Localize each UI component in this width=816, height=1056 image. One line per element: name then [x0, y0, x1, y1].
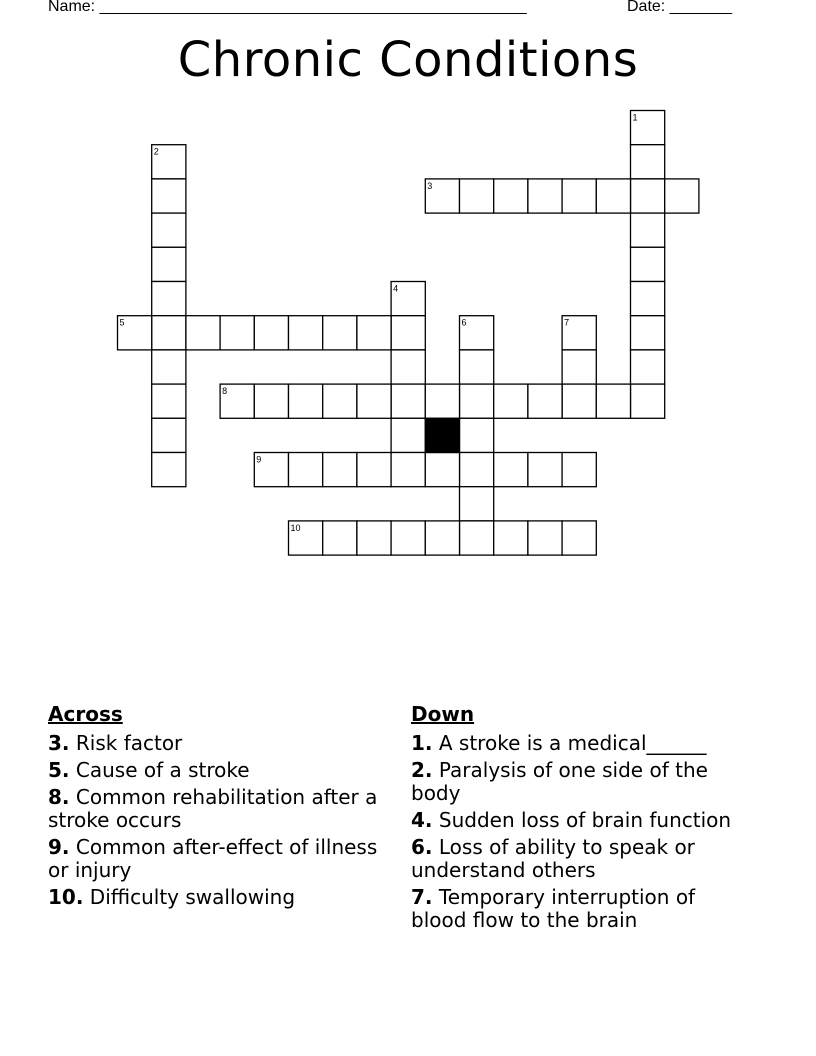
- answer-square[interactable]: [152, 350, 186, 384]
- clue-number: 7.: [411, 885, 433, 909]
- clue-across-5: [48, 759, 388, 782]
- answer-square[interactable]: [357, 316, 391, 350]
- answer-square[interactable]: [391, 316, 425, 350]
- clue-number: 1.: [411, 731, 433, 755]
- answer-square[interactable]: [631, 145, 665, 179]
- answer-square[interactable]: [562, 350, 596, 384]
- answer-square[interactable]: [562, 453, 596, 487]
- answer-square[interactable]: [631, 384, 665, 418]
- answer-square[interactable]: [562, 384, 596, 418]
- answer-square[interactable]: [186, 316, 220, 350]
- clue-text: Loss of ability to speak or understand others: [411, 835, 695, 882]
- answer-square[interactable]: [631, 247, 665, 281]
- answer-square[interactable]: [425, 384, 459, 418]
- answer-square[interactable]: [631, 350, 665, 384]
- clue-number: 8.: [48, 785, 70, 809]
- clue-number: 5.: [48, 758, 70, 782]
- answer-square[interactable]: [152, 453, 186, 487]
- answer-square[interactable]: [254, 316, 288, 350]
- answer-square[interactable]: [357, 384, 391, 418]
- down-clues: [411, 702, 751, 936]
- clue-text: Temporary interruption of blood flow to the brain: [411, 885, 696, 932]
- name-field-line: Name: ________________________________________________: [48, 0, 527, 15]
- answer-square[interactable]: [220, 316, 254, 350]
- down-heading: Down: [411, 702, 475, 726]
- answer-square[interactable]: [357, 453, 391, 487]
- clue-text: Sudden loss of brain function: [438, 808, 732, 832]
- answer-square[interactable]: [460, 487, 494, 521]
- clue-text: Common rehabilitation after a stroke occurs: [48, 785, 378, 832]
- clue-across-9: [48, 836, 388, 882]
- answer-square[interactable]: [391, 350, 425, 384]
- clue-number: 4.: [411, 808, 433, 832]
- answer-square[interactable]: [152, 384, 186, 418]
- clue-text: Common after-effect of illness or injury: [48, 835, 378, 882]
- clue-number-label: 9: [256, 454, 262, 465]
- answer-square[interactable]: [631, 316, 665, 350]
- clue-number-label: 1: [632, 112, 638, 123]
- answer-square[interactable]: [391, 418, 425, 452]
- answer-square[interactable]: [391, 384, 425, 418]
- page-title: Chronic Conditions: [177, 32, 639, 88]
- clue-down-2: [411, 759, 751, 805]
- answer-square[interactable]: [460, 418, 494, 452]
- answer-square[interactable]: [152, 247, 186, 281]
- clue-text: Cause of a stroke: [75, 758, 250, 782]
- answer-square[interactable]: [460, 350, 494, 384]
- answer-square[interactable]: [323, 384, 357, 418]
- answer-square[interactable]: [562, 179, 596, 213]
- answer-square[interactable]: [289, 316, 323, 350]
- clue-text: Difficulty swallowing: [89, 885, 296, 909]
- answer-square[interactable]: [494, 384, 528, 418]
- clue-number-label: 3: [427, 180, 433, 191]
- clue-number-label: 4: [393, 283, 399, 294]
- answer-square[interactable]: [425, 521, 459, 555]
- answer-square[interactable]: [323, 316, 357, 350]
- clue-down-6: [411, 836, 751, 882]
- clue-text: Risk factor: [75, 731, 183, 755]
- answer-square[interactable]: [494, 521, 528, 555]
- clue-number-label: 5: [119, 317, 125, 328]
- clue-text: A stroke is a medical______: [438, 731, 707, 755]
- clue-number-label: 7: [564, 317, 570, 328]
- clue-across-8: [48, 786, 388, 832]
- clue-number: 9.: [48, 835, 70, 859]
- clue-number: 6.: [411, 835, 433, 859]
- clue-across-3: [48, 732, 388, 755]
- clue-across-10: [48, 886, 388, 909]
- answer-square[interactable]: [323, 521, 357, 555]
- answer-square[interactable]: [323, 453, 357, 487]
- clue-number-label: 8: [222, 386, 228, 397]
- answer-square[interactable]: [391, 521, 425, 555]
- answer-square[interactable]: [152, 282, 186, 316]
- answer-square[interactable]: [631, 179, 665, 213]
- across-heading: Across: [48, 702, 123, 726]
- answer-square[interactable]: [460, 521, 494, 555]
- clue-number: 10.: [48, 885, 84, 909]
- answer-square[interactable]: [631, 282, 665, 316]
- answer-square[interactable]: [528, 179, 562, 213]
- across-clues: [48, 702, 388, 913]
- answer-square[interactable]: [254, 384, 288, 418]
- answer-square[interactable]: [152, 418, 186, 452]
- answer-square[interactable]: [391, 453, 425, 487]
- answer-square[interactable]: [460, 453, 494, 487]
- answer-square[interactable]: [152, 316, 186, 350]
- clue-number-label: 10: [290, 522, 301, 533]
- answer-square[interactable]: [562, 521, 596, 555]
- answer-square[interactable]: [631, 213, 665, 247]
- answer-square[interactable]: [357, 521, 391, 555]
- clue-text: Paralysis of one side of the body: [411, 758, 708, 805]
- answer-square[interactable]: [460, 384, 494, 418]
- answer-square[interactable]: [494, 453, 528, 487]
- answer-square[interactable]: [425, 453, 459, 487]
- answer-square[interactable]: [152, 213, 186, 247]
- answer-square[interactable]: [528, 384, 562, 418]
- date-field-line: Date: _______: [627, 0, 732, 15]
- clue-number: 2.: [411, 758, 433, 782]
- clue-number-label: 2: [153, 146, 159, 157]
- answer-square[interactable]: [528, 453, 562, 487]
- clue-number: 3.: [48, 731, 70, 755]
- answer-square[interactable]: [494, 179, 528, 213]
- answer-square[interactable]: [289, 384, 323, 418]
- black-square: [425, 418, 459, 452]
- clue-down-4: [411, 809, 751, 832]
- answer-square[interactable]: [596, 179, 630, 213]
- answer-square[interactable]: [596, 384, 630, 418]
- clue-number-label: 6: [461, 317, 467, 328]
- answer-square[interactable]: [665, 179, 699, 213]
- answer-square[interactable]: [289, 453, 323, 487]
- answer-square[interactable]: [528, 521, 562, 555]
- answer-square[interactable]: [152, 179, 186, 213]
- clue-down-7: [411, 886, 751, 932]
- clue-down-1: [411, 732, 751, 755]
- answer-square[interactable]: [460, 179, 494, 213]
